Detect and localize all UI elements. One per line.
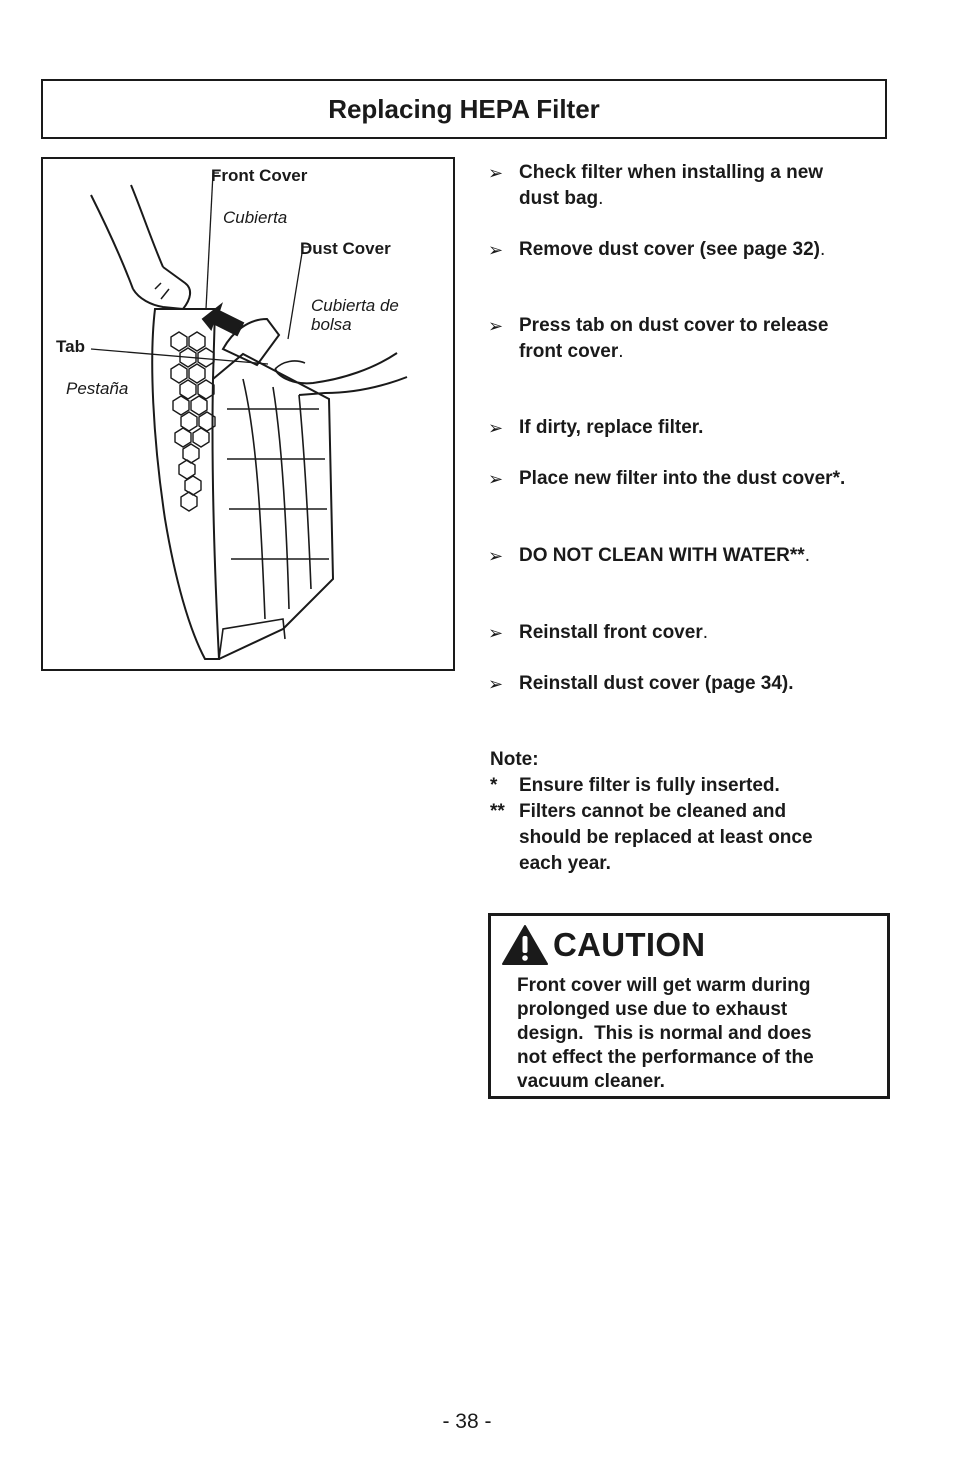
dust-cover-label-es-1: Cubierta de [311,296,399,315]
note-marker-1: * [490,775,498,796]
step-1 [488,160,898,212]
caution-title: CAUTION [553,926,706,963]
front-cover-label: Front Cover [211,166,308,185]
arrow-bullet-icon: ➢ [488,163,504,183]
step-3-line-2: front cover [519,341,619,362]
note-heading: Note: [490,749,539,770]
vacuum-filter-illustration [43,159,455,671]
note-marker-2: ** [490,801,505,822]
step-6-period: . [804,545,810,566]
step-7 [488,620,898,646]
step-6-text: DO NOT CLEAN WITH WATER** [519,545,805,566]
step-7-text: Reinstall front cover [519,622,703,643]
arrow-bullet-icon: ➢ [488,418,504,438]
page-number: - 38 - [442,1410,492,1433]
step-1-line-1: Check filter when installing a new [519,162,824,183]
step-7-period: . [702,622,708,643]
step-3-line-1: Press tab on dust cover to release [519,315,829,336]
note-text-2-line-3: each year. [519,853,611,874]
note-item-1 [490,773,890,799]
arrow-bullet-icon: ➢ [488,240,504,260]
step-3 [488,313,898,365]
arrow-bullet-icon: ➢ [488,546,504,566]
arrow-bullet-icon: ➢ [488,469,504,489]
caution-box [488,913,890,1099]
step-8 [488,671,898,697]
caution-line-4: not effect the performance of the [517,1047,814,1068]
caution-header [501,924,705,966]
step-6 [488,543,898,569]
arrow-bullet-icon: ➢ [488,623,504,643]
step-4 [488,415,898,441]
note-section [490,747,890,877]
caution-line-5: vacuum cleaner. [517,1071,665,1092]
caution-line-3: design. This is normal and does [517,1023,812,1044]
arrow-bullet-icon: ➢ [488,316,504,336]
note-text-1: Ensure filter is fully inserted. [519,775,780,796]
dust-cover-label: Dust Cover [300,239,391,258]
front-cover-label-es: Cubierta [223,208,288,227]
step-5-text: Place new filter into the dust cover*. [519,468,846,489]
tab-label-es: Pestaña [66,379,129,398]
dust-cover-label-es-2: bolsa [311,315,352,334]
step-2-text: Remove dust cover (see page 32) [519,239,820,260]
step-2-period: . [819,239,826,260]
step-3-period: . [618,341,624,362]
note-text-2-line-2: should be replaced at least once [519,827,813,848]
caution-line-2: prolonged use due to exhaust [517,999,788,1020]
arrow-bullet-icon: ➢ [488,674,504,694]
title-box [41,79,887,139]
tab-label: Tab [56,337,85,356]
page-title: Replacing HEPA Filter [328,93,600,124]
step-1-line-2: dust bag [519,188,599,209]
note-item-2 [490,799,890,877]
step-1-period: . [598,188,604,209]
warning-triangle-icon [501,924,549,966]
step-8-text: Reinstall dust cover (page 34). [519,673,794,694]
illustration-panel [41,157,455,671]
step-5 [488,466,898,492]
step-4-text: If dirty, replace filter. [519,417,704,438]
caution-line-1: Front cover will get warm during [517,975,811,996]
caution-text [517,974,877,1094]
step-2 [488,237,898,263]
note-text-2-line-1: Filters cannot be cleaned and [519,801,787,822]
